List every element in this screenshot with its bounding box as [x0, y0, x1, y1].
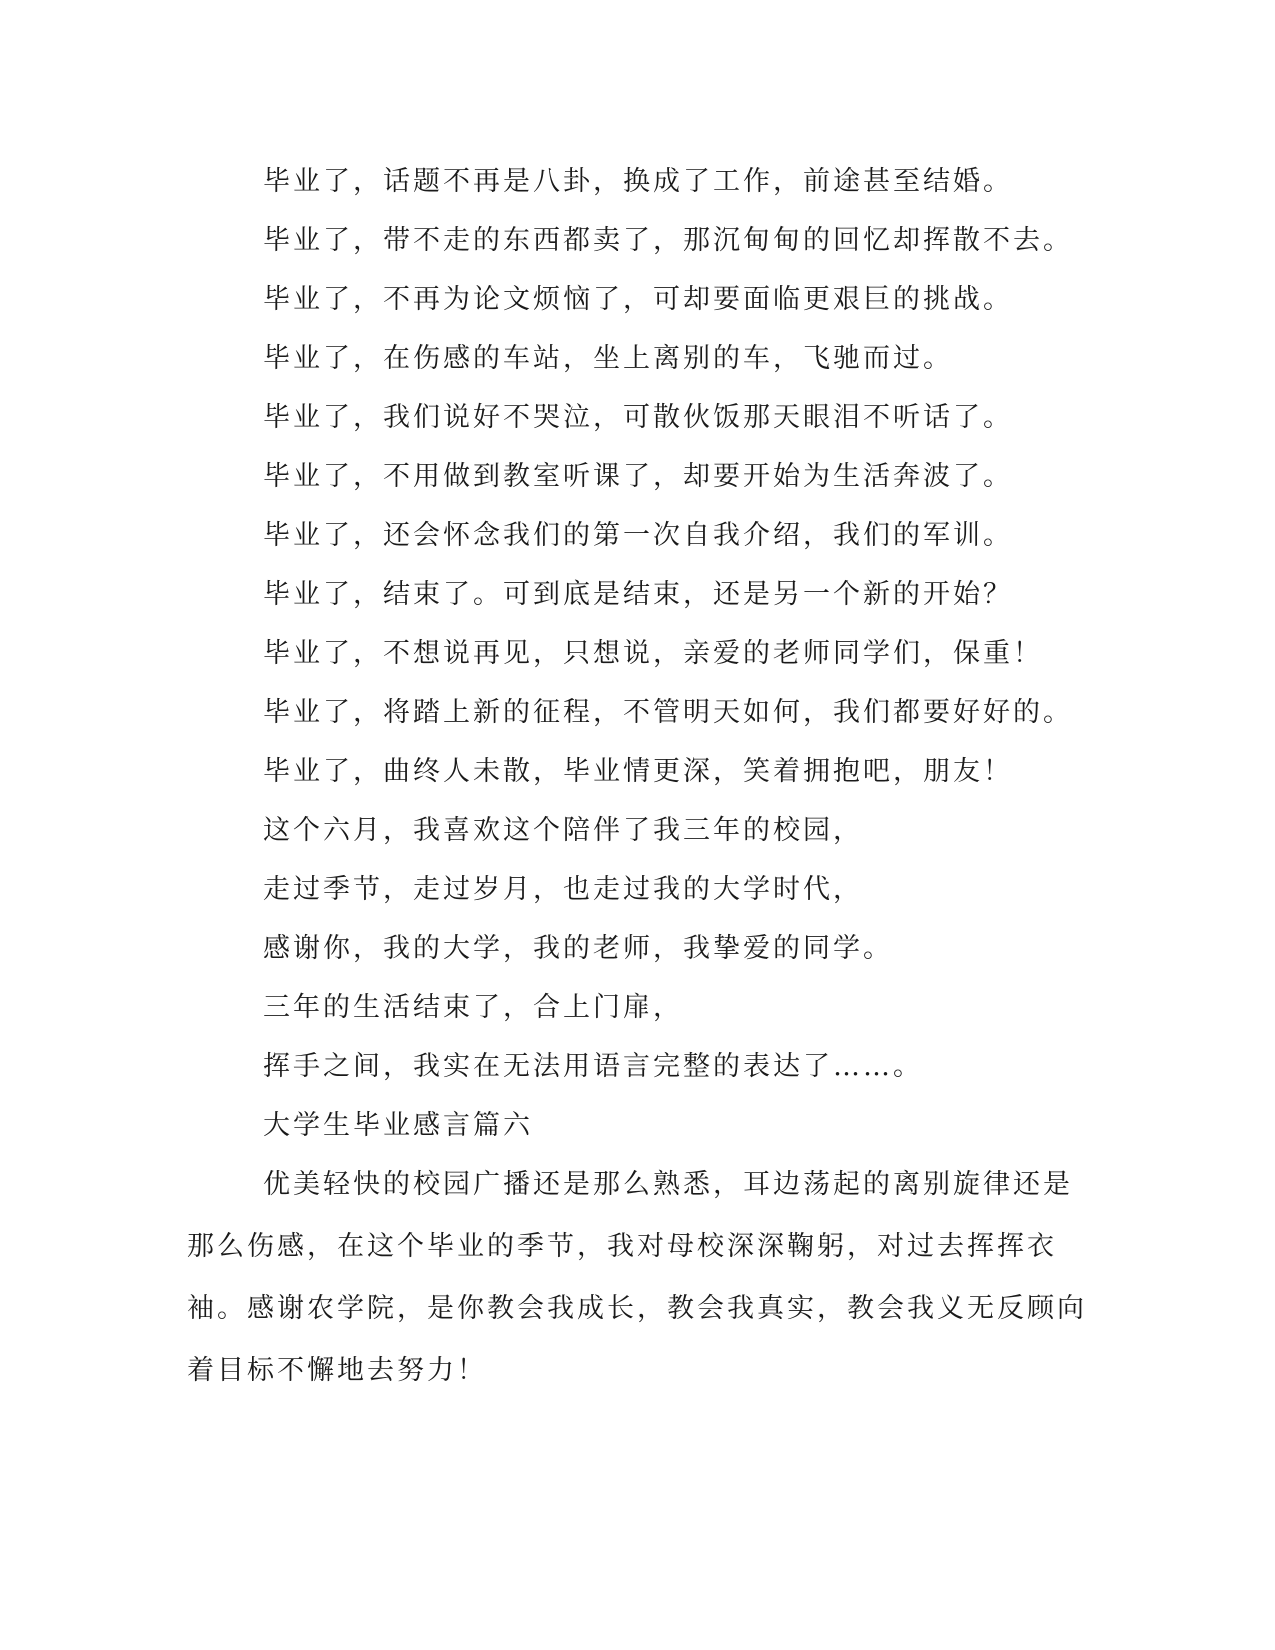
- text-line: 毕业了，我们说好不哭泣，可散伙饭那天眼泪不听话了。: [263, 402, 1013, 433]
- text-line: 毕业了，将踏上新的征程，不管明天如何，我们都要好好的。: [263, 697, 1073, 728]
- text-line: 毕业了，话题不再是八卦，换成了工作，前途甚至结婚。: [263, 166, 1013, 197]
- text-line: 毕业了，在伤感的车站，坐上离别的车，飞驰而过。: [263, 343, 953, 374]
- text-line: 这个六月，我喜欢这个陪伴了我三年的校园，: [263, 815, 863, 846]
- section-title: 大学生毕业感言篇六: [263, 1110, 533, 1141]
- text-line: 毕业了，还会怀念我们的第一次自我介绍，我们的军训。: [263, 520, 1013, 551]
- text-line: 走过季节，走过岁月，也走过我的大学时代，: [263, 874, 863, 905]
- text-line: 挥手之间，我实在无法用语言完整的表达了……。: [263, 1051, 923, 1082]
- text-line: 毕业了，结束了。可到底是结束，还是另一个新的开始？: [263, 579, 1013, 610]
- text-line: 毕业了，不用做到教室听课了，却要开始为生活奔波了。: [263, 461, 1013, 492]
- text-line: 毕业了，带不走的东西都卖了，那沉甸甸的回忆却挥散不去。: [263, 225, 1073, 256]
- text-line: 毕业了，曲终人未散，毕业情更深，笑着拥抱吧，朋友！: [263, 756, 1013, 787]
- text-line: 三年的生活结束了，合上门扉，: [263, 992, 683, 1023]
- text-line: 毕业了，不再为论文烦恼了，可却要面临更艰巨的挑战。: [263, 284, 1013, 315]
- body-paragraph: 优美轻快的校园广播还是那么熟悉，耳边荡起的离别旋律还是那么伤感，在这个毕业的季节，我对母校深深鞠躬，对过去挥挥衣袖。感谢农学院，是你教会我成长，教会我真实，教会我义无反顾向着目标不懈地去努力！: [187, 1169, 1087, 1386]
- text-line: 感谢你，我的大学，我的老师，我挚爱的同学。: [263, 933, 893, 964]
- text-line: 毕业了，不想说再见，只想说，亲爱的老师同学们，保重！: [263, 638, 1043, 669]
